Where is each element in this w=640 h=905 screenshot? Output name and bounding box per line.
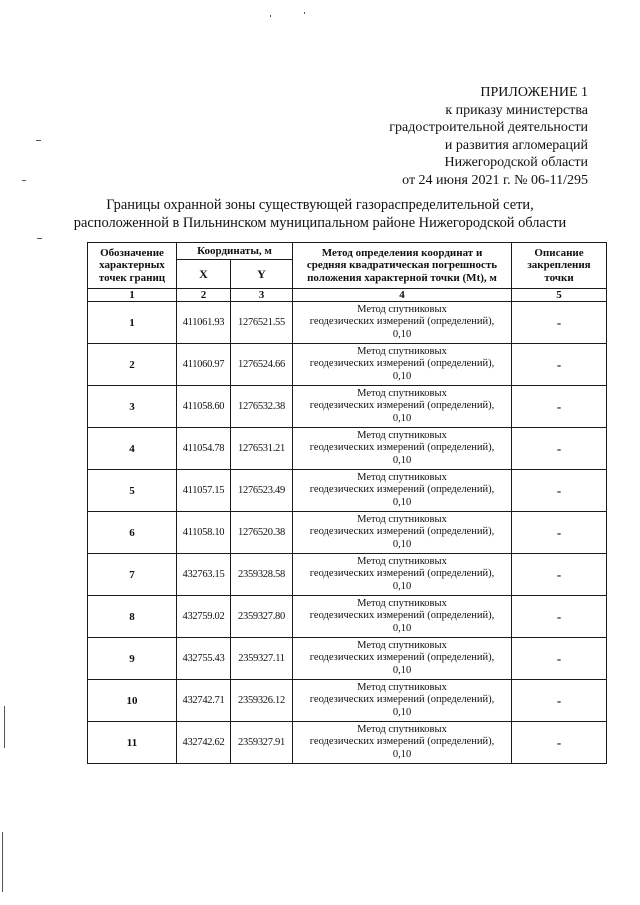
method-line: 0,10	[392, 496, 412, 508]
coordinate-y: 2359327.80	[231, 596, 293, 638]
coordinate-x: 411054.78	[177, 428, 231, 470]
method-line: 0,10	[392, 328, 412, 340]
method-line: Метод спутниковых	[357, 639, 447, 651]
table-row	[88, 512, 607, 554]
coordinate-x: 432759.02	[177, 596, 231, 638]
fixing-description: -	[512, 722, 607, 764]
method-line: геодезических измерений (определений),	[309, 526, 495, 538]
scan-speck	[4, 706, 5, 748]
method-line: 0,10	[392, 580, 412, 592]
method-line: Метод спутниковых	[357, 345, 447, 357]
table-header-row	[88, 243, 607, 260]
scan-speck	[37, 238, 42, 239]
appendix-line: градостроительной деятельности	[389, 120, 588, 136]
scan-speck	[2, 832, 3, 892]
method-line: геодезических измерений (определений),	[309, 442, 495, 454]
coordinate-y: 1276524.66	[231, 344, 293, 386]
point-number: 2	[88, 344, 177, 386]
appendix-date-number: от 24 июня 2021 г. № 06-11/295	[402, 172, 588, 188]
fixing-description: -	[512, 512, 607, 554]
coordinate-x: 432763.15	[177, 554, 231, 596]
method-line: геодезических измерений (определений),	[309, 484, 495, 496]
coordinate-y: 2359328.58	[231, 554, 293, 596]
column-number: 1	[88, 289, 177, 302]
table-row	[88, 554, 607, 596]
coordinate-x: 411057.15	[177, 470, 231, 512]
method-line: 0,10	[392, 622, 412, 634]
method-line: Метод спутниковых	[357, 429, 447, 441]
method-line: геодезических измерений (определений),	[309, 610, 495, 622]
appendix-heading: ПРИЛОЖЕНИЕ 1	[480, 85, 588, 100]
method-line: Метод спутниковых	[357, 681, 447, 693]
point-number: 1	[88, 302, 177, 344]
method-cell	[293, 680, 512, 722]
coordinate-y: 1276521.55	[231, 302, 293, 344]
method-line: 0,10	[392, 370, 412, 382]
point-number: 8	[88, 596, 177, 638]
method-cell	[293, 638, 512, 680]
method-cell	[293, 428, 512, 470]
method-line: геодезических измерений (определений),	[309, 358, 495, 370]
point-number: 6	[88, 512, 177, 554]
fixing-description: -	[512, 638, 607, 680]
method-line: Метод спутниковых	[357, 723, 447, 735]
method-cell	[293, 512, 512, 554]
method-line: 0,10	[392, 454, 412, 466]
coordinate-y: 1276523.49	[231, 470, 293, 512]
fixing-description: -	[512, 428, 607, 470]
coordinate-x: 432742.62	[177, 722, 231, 764]
header-coordinates: Координаты, м	[177, 243, 293, 260]
method-line: Метод спутниковых	[357, 387, 447, 399]
point-number: 9	[88, 638, 177, 680]
fixing-description: -	[512, 470, 607, 512]
table-row	[88, 386, 607, 428]
appendix-block	[389, 84, 588, 190]
title-line: расположенной в Пильнинском муниципальном районе Нижегородской области	[73, 215, 567, 231]
column-number: 2	[177, 289, 231, 302]
method-line: Метод спутниковых	[357, 513, 447, 525]
scan-speck	[304, 12, 305, 14]
point-number: 7	[88, 554, 177, 596]
column-number: 5	[512, 289, 607, 302]
table-row	[88, 680, 607, 722]
method-line: Метод спутниковых	[357, 471, 447, 483]
coordinate-x: 411060.97	[177, 344, 231, 386]
document-title	[0, 196, 640, 232]
fixing-description: -	[512, 344, 607, 386]
table-row	[88, 344, 607, 386]
method-cell	[293, 722, 512, 764]
coordinate-y: 2359326.12	[231, 680, 293, 722]
header-y: Y	[231, 260, 293, 289]
point-number: 3	[88, 386, 177, 428]
point-number: 11	[88, 722, 177, 764]
scan-speck	[36, 140, 41, 141]
table-row	[88, 596, 607, 638]
method-line: Метод спутниковых	[357, 303, 447, 315]
boundary-points-table	[87, 242, 607, 764]
fixing-description: -	[512, 302, 607, 344]
coordinate-x: 411058.60	[177, 386, 231, 428]
method-cell	[293, 386, 512, 428]
method-line: геодезических измерений (определений),	[309, 568, 495, 580]
method-line: 0,10	[392, 412, 412, 424]
method-cell	[293, 470, 512, 512]
scan-speck	[22, 180, 26, 181]
method-line: геодезических измерений (определений),	[309, 652, 495, 664]
coordinate-x: 411061.93	[177, 302, 231, 344]
method-line: Метод спутниковых	[357, 597, 447, 609]
appendix-line: Нижегородской области	[444, 155, 588, 171]
method-line: геодезических измерений (определений),	[309, 736, 495, 748]
column-number-row	[88, 289, 607, 302]
point-number: 4	[88, 428, 177, 470]
coordinate-y: 1276531.21	[231, 428, 293, 470]
method-line: 0,10	[392, 538, 412, 550]
table-row	[88, 722, 607, 764]
scan-speck	[270, 15, 271, 17]
header-fixing: Описание закрепления точки	[512, 243, 607, 289]
fixing-description: -	[512, 596, 607, 638]
header-x: X	[177, 260, 231, 289]
method-line: Метод спутниковых	[357, 555, 447, 567]
coordinate-x: 432742.71	[177, 680, 231, 722]
appendix-line: и развития агломераций	[444, 137, 588, 153]
method-line: геодезических измерений (определений),	[309, 316, 495, 328]
method-line: геодезических измерений (определений),	[309, 694, 495, 706]
table-row	[88, 428, 607, 470]
method-line: геодезических измерений (определений),	[309, 400, 495, 412]
column-number: 4	[293, 289, 512, 302]
coordinate-y: 1276532.38	[231, 386, 293, 428]
method-cell	[293, 554, 512, 596]
coordinate-y: 2359327.11	[231, 638, 293, 680]
table-row	[88, 470, 607, 512]
fixing-description: -	[512, 386, 607, 428]
coordinate-y: 1276520.38	[231, 512, 293, 554]
method-cell	[293, 344, 512, 386]
fixing-description: -	[512, 554, 607, 596]
point-number: 5	[88, 470, 177, 512]
table-row	[88, 302, 607, 344]
table-row	[88, 638, 607, 680]
header-method: Метод определения координат и средняя квадратическая погрешность положения характерной точки (Mt), м	[293, 243, 512, 289]
point-number: 10	[88, 680, 177, 722]
title-line: Границы охранной зоны существующей газораспределительной сети,	[106, 197, 534, 213]
method-cell	[293, 302, 512, 344]
method-line: 0,10	[392, 706, 412, 718]
method-line: 0,10	[392, 664, 412, 676]
method-line: 0,10	[392, 748, 412, 760]
appendix-line: к приказу министерства	[445, 102, 588, 118]
coordinate-x: 432755.43	[177, 638, 231, 680]
coordinate-x: 411058.10	[177, 512, 231, 554]
method-cell	[293, 596, 512, 638]
coordinate-y: 2359327.91	[231, 722, 293, 764]
header-point: Обозначение характерных точек границ	[88, 243, 177, 289]
column-number: 3	[231, 289, 293, 302]
fixing-description: -	[512, 680, 607, 722]
